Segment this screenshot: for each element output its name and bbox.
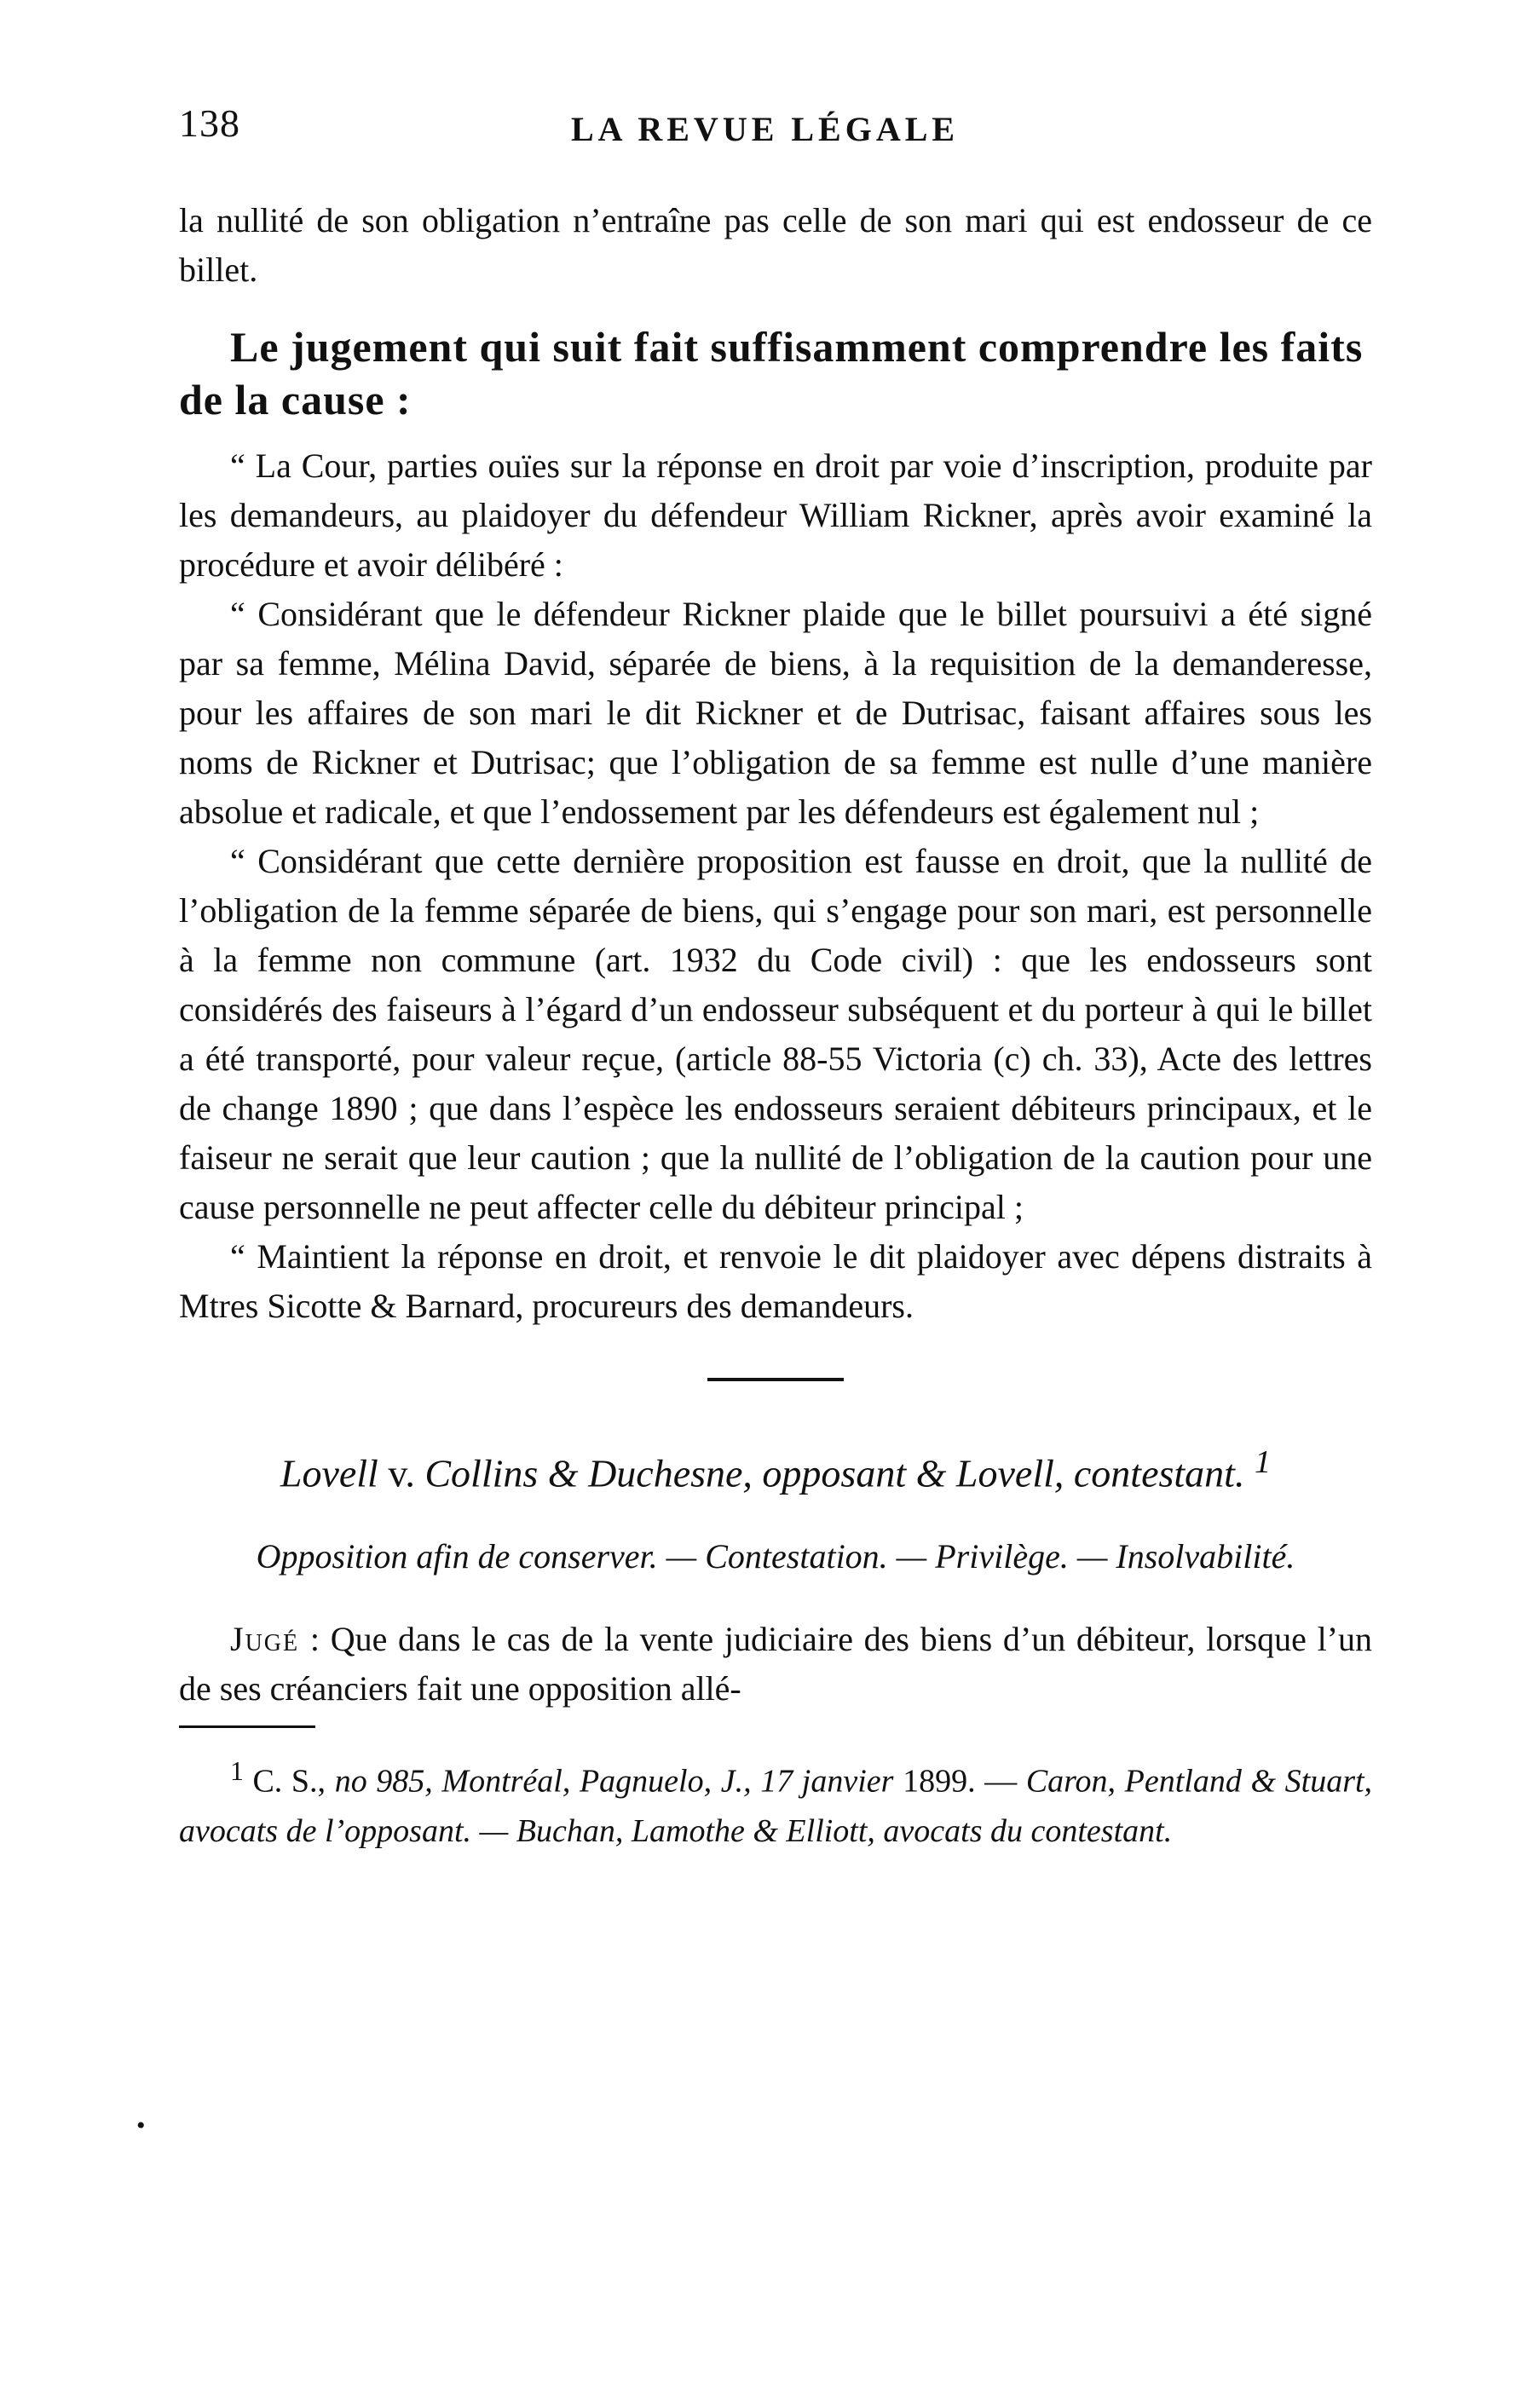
footnote-year: 1899. — — [903, 1763, 1018, 1800]
margin-mark: • — [136, 2111, 146, 2140]
footnote-divider — [179, 1725, 315, 1728]
section-divider — [707, 1378, 844, 1381]
judgment-summary — [179, 1615, 1372, 1714]
case-title — [179, 1437, 1372, 1499]
considerant-paragraph-2: “ Considérant que cette dernière proposition est fausse en droit, que la nullité de l’obligation de la femme séparée de biens, qui s’engage pour son mari, est personnelle à la femme non commune (art. 1932 du Code civil) : que les endosseurs sont considérés des faiseurs à l’égard d’un endosseur subséquent et du porteur à qui le billet a été transporté, pour valeur reçue, (article 88-55 Victoria (c) ch. 33), Acte des lettres de change 1890 ; que dans l’espèce les endosseurs seraient débiteurs principaux, et le faiseur ne serait que leur caution ; que la nullité de l’obligation de la caution pour une cause personnelle ne peut affecter celle du débiteur principal ; — [179, 842, 1372, 1226]
footnote-court: C. S., — [252, 1763, 326, 1800]
paragraph-continuation: la nullité de son obligation n’entraîne pas celle de son mari qui est endosseur de ce billet. — [179, 201, 1372, 289]
lead-sentence: Le jugement qui suit fait suffisamment comprendre les faits de la cause : — [179, 323, 1364, 423]
judge-label: Jugé — [230, 1620, 300, 1659]
running-title: LA REVUE LÉGALE — [571, 110, 960, 148]
judge-text: : Que dans le cas de la vente judiciaire des biens d’un débiteur, lorsque l’un de ses créanciers fait une opposition allé- — [179, 1620, 1373, 1708]
considerant-paragraph-1: “ Considérant que le défendeur Rickner plaide que le billet poursuivi a été signé par sa femme, Mélina David, séparée de biens, à la requisition de la demanderesse, pour les affaires de son mari le dit Rickner et de Dutrisac, faisant affaires sous les noms de Rickner et Dutrisac; que l’obligation de sa femme est nulle d’une manière absolue et radicale, et que l’endossement par les défendeurs est également nul ; — [179, 595, 1372, 831]
page-body — [179, 196, 1372, 1856]
case-subject-headnote: Opposition afin de conserver. — Contestation. — Privilège. — Insolvabilité. — [256, 1537, 1295, 1576]
footnote-number: 1 — [230, 1756, 244, 1787]
judgment-preamble: “ La Cour, parties ouïes sur la réponse en droit par voie d’inscription, produite par les demandeurs, au plaidoyer du défendeur William Rickner, après avoir examiné la procédure et avoir délibéré : — [179, 446, 1372, 584]
case-parties-rest: Collins & Duchesne, opposant & Lovell, contestant. — [424, 1451, 1245, 1495]
page-number: 138 — [179, 101, 240, 145]
case-party-plaintiff: Lovell — [280, 1451, 378, 1495]
page-header — [179, 101, 1372, 169]
footnote — [179, 1747, 1372, 1856]
footnote-case-ref: no 985, Montréal, Pagnuelo, J., 17 janvier — [334, 1763, 894, 1800]
ruling-paragraph: “ Maintient la réponse en droit, et renvoie le dit plaidoyer avec dépens distraits à Mtres Sicotte & Barnard, procureurs des demandeurs. — [179, 1237, 1372, 1325]
footnote-reference: 1 — [1254, 1444, 1272, 1480]
versus: v. — [388, 1451, 415, 1495]
footnote-counsel: Caron, Pentland & Stuart, avocats de l’opposant. — Buchan, Lamothe & Elliott, avocats du contestant. — [179, 1763, 1373, 1849]
